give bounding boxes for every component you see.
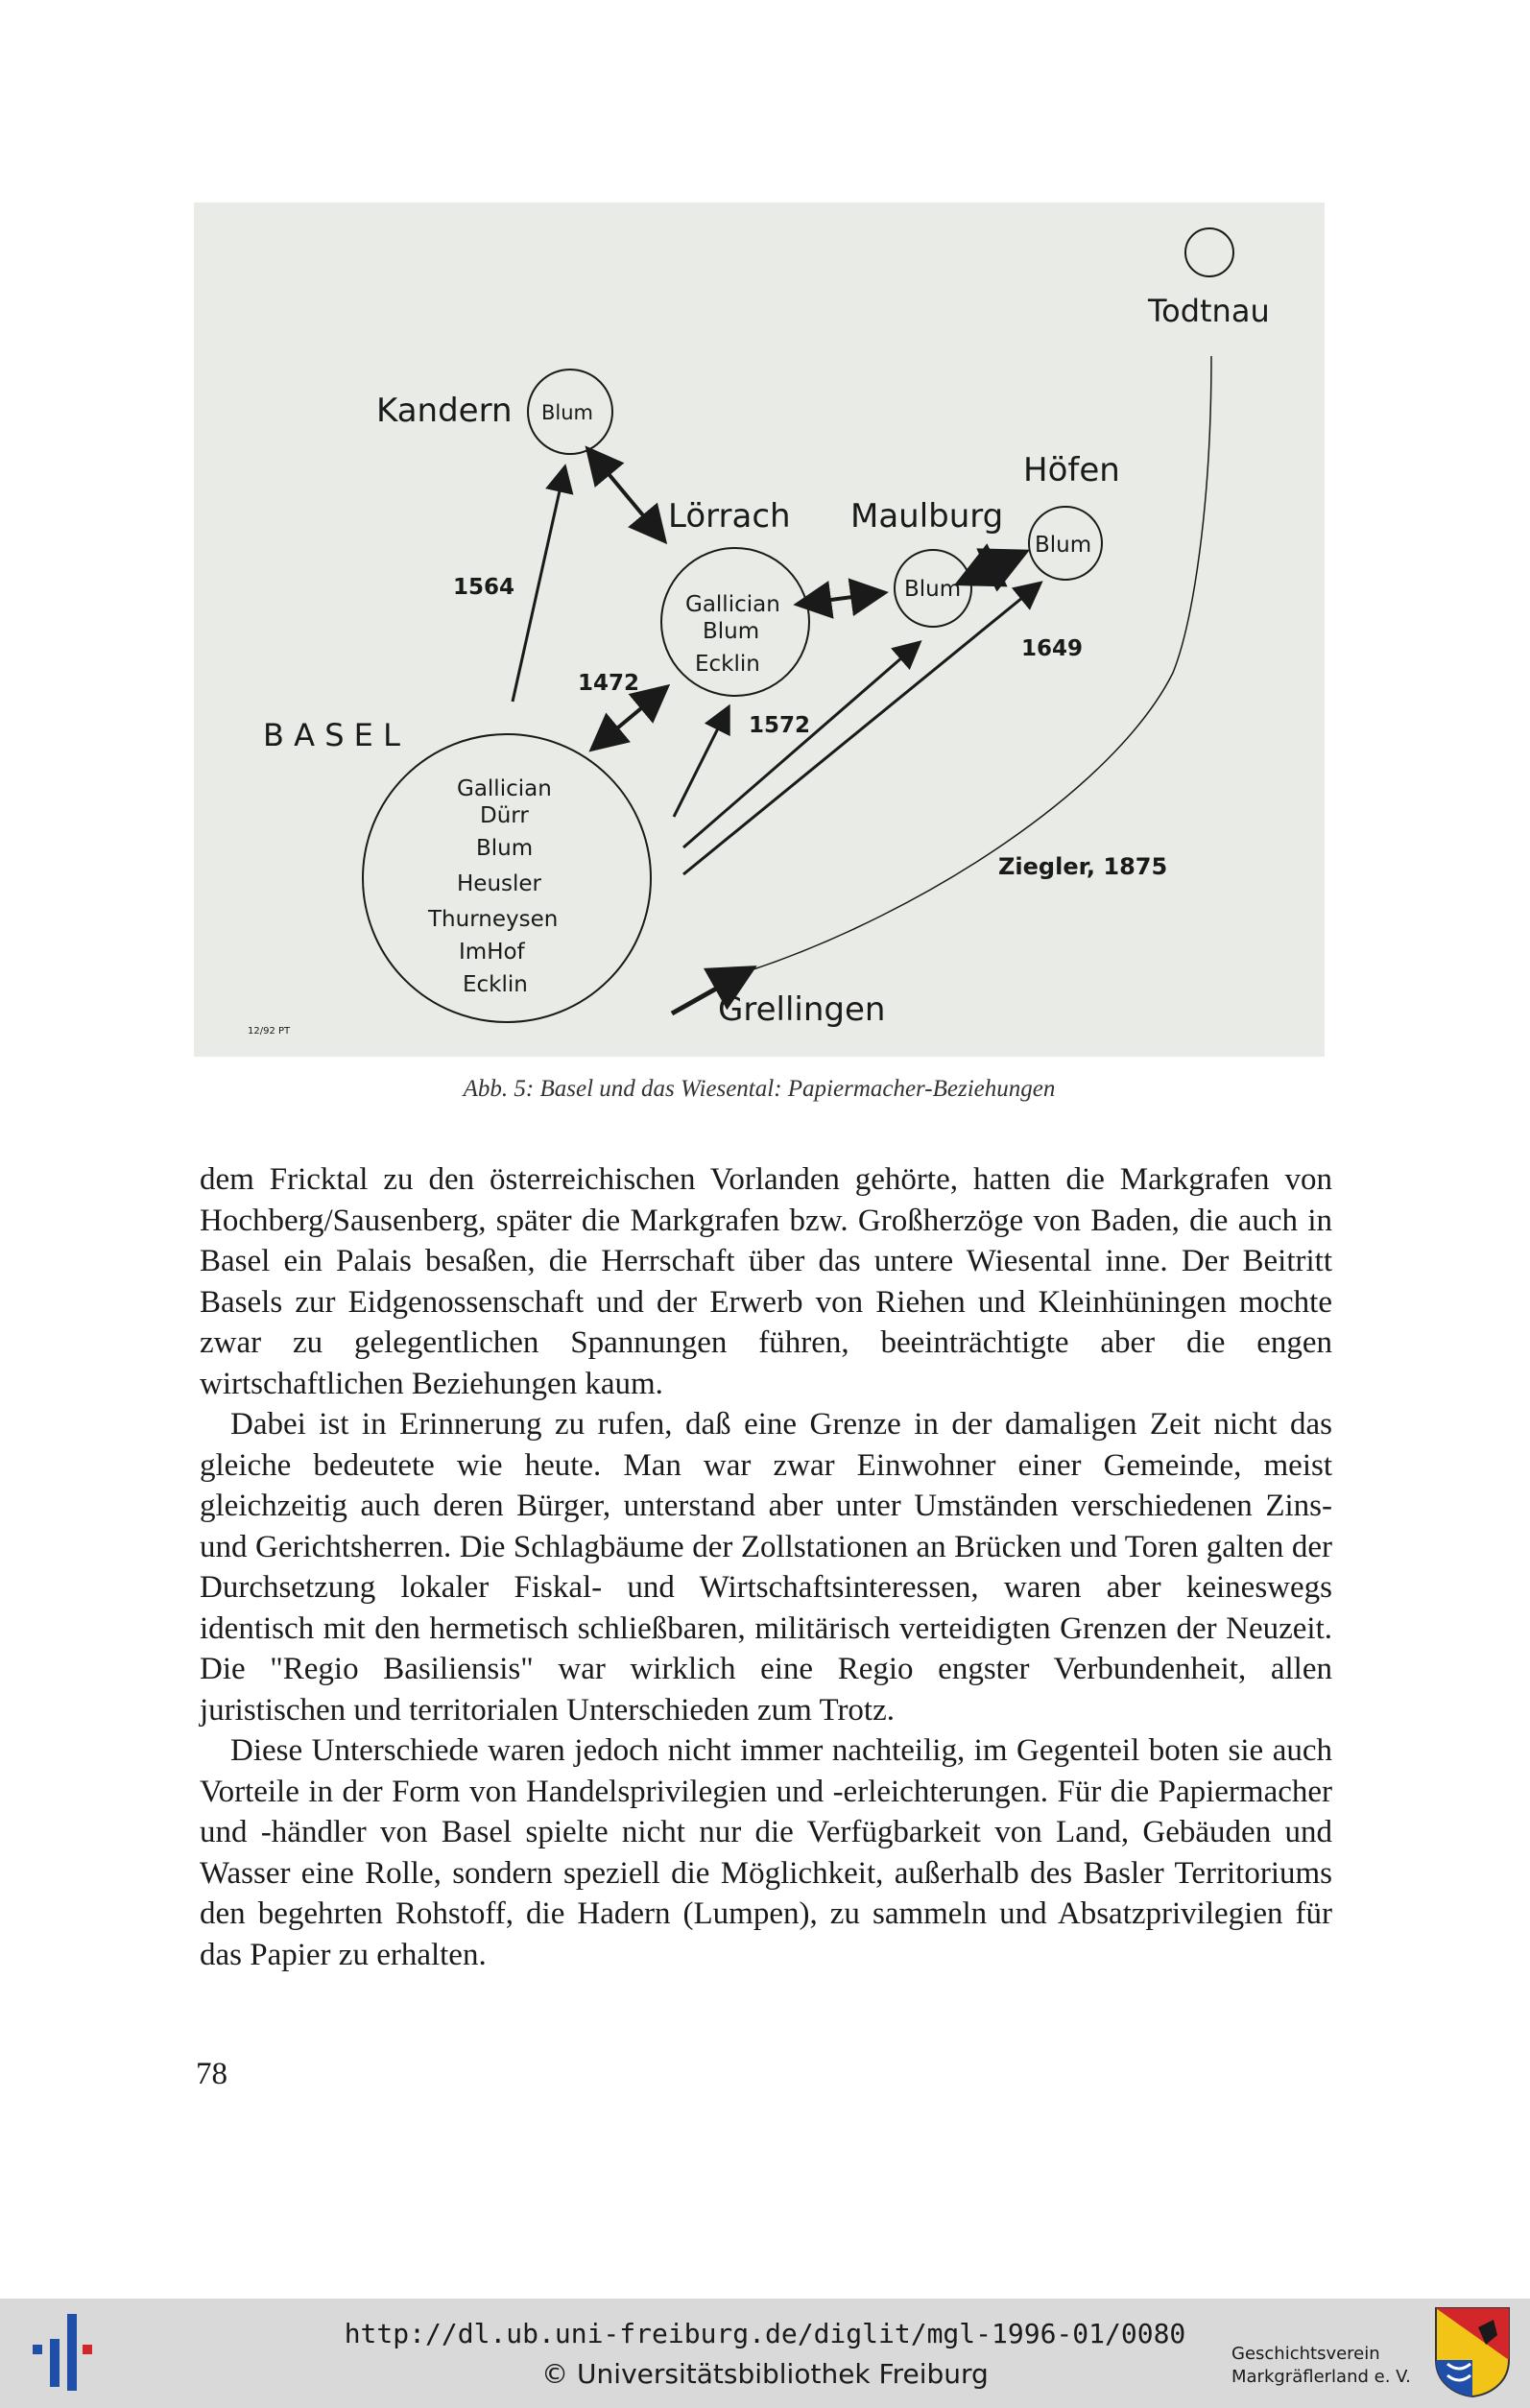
year-1472: 1472 [578, 671, 640, 696]
label-hoefen: Höfen [1023, 451, 1120, 489]
year-1572: 1572 [749, 713, 811, 738]
society-name [1231, 2343, 1411, 2389]
basel-name: ImHof [459, 940, 525, 965]
arrow-loerrach-maulburg [824, 593, 881, 601]
paragraph: Diese Unterschiede waren jedoch nicht immer nachteilig, im Gegenteil boten sie auch Vorteile in der Form von Handelsprivilegien und -erleichterungen. Für die Papiermacher und -händler von Basel spielte nicht nur die Verfügbarkeit von Land, Gebäuden und Wasser eine Rolle, sondern speziell die Möglichkeit, außerhalb des Basler Territoriums den begehrten Rohstoff, die Hadern (Lumpen), zu sammeln und Absatzprivilegien für das Papier zu erhalten. [200, 1733, 1332, 1972]
label-maulburg: Maulburg [850, 497, 1004, 536]
label-todtnau: Todtnau [1148, 293, 1270, 329]
basel-name: Thurneysen [428, 907, 559, 932]
basel-name: Gallician [457, 776, 552, 801]
label-grellingen: Grellingen [718, 990, 886, 1029]
figure-diagram [194, 203, 1325, 1057]
loerrach-name: Blum [703, 619, 760, 644]
arrow-basel-kandern [513, 469, 564, 702]
basel-name: Heusler [457, 871, 542, 896]
footer-copyright: © Universitätsbibliothek Freiburg [541, 2358, 989, 2390]
footer-url-link[interactable]: http://dl.ub.uni-freiburg.de/diglit/mgl-1996-01/0080 [344, 2318, 1186, 2349]
todtnau-circle [1185, 228, 1233, 276]
label-basel: B A S E L [263, 717, 400, 753]
paragraph: Dabei ist in Erinnerung zu rufen, daß eine Grenze in der damaligen Zeit nicht das gleiche bedeutete wie heute. Man war zwar Einwohner einer Gemeinde, meist gleichzeitig auch deren Bürger, unterstand aber unter Umständen verschiedenen Zins- und Gerichtsherren. Die Schlagbäume der Zollstationen an Brücken und Toren galten der Durchsetzung lokaler Fiskal- und Wirtschaftsinteressen, waren aber keineswegs identisch mit den hermetisch schließbaren, militärisch verteidigten Grenzen der Neuzeit. Die "Regio Basiliensis" war wirklich eine Regio engster Verbundenheit, allen juristischen und territorialen Unterschieden zum Trotz. [200, 1407, 1332, 1728]
society-line: Geschichtsverein [1231, 2344, 1380, 2364]
label-kandern: Kandern [376, 392, 513, 430]
basel-name: Dürr [480, 803, 529, 828]
figure-caption: Abb. 5: Basel und das Wiesental: Papiermacher-Beziehungen [463, 1076, 1056, 1102]
arrow-basel-loerrach-1572 [674, 709, 728, 817]
label-ziegler: Ziegler, 1875 [998, 853, 1168, 880]
label-loerrach: Lörrach [668, 497, 791, 536]
loerrach-name: Gallician [685, 592, 780, 617]
body-text [200, 1159, 1332, 1975]
diagram-svg [194, 203, 1325, 1057]
maulburg-name: Blum [904, 577, 962, 602]
arrow-maulburg-hoefen [989, 554, 1021, 569]
kandern-name: Blum [541, 401, 594, 424]
society-line: Markgräflerland e. V. [1231, 2367, 1411, 2387]
basel-name: Ecklin [463, 972, 528, 997]
year-1564: 1564 [453, 575, 515, 600]
figure-marker: 12/92 PT [248, 1026, 291, 1037]
basel-name: Blum [476, 836, 534, 861]
footer-bar [0, 2299, 1530, 2408]
arrow-kandern-loerrach [605, 469, 662, 538]
crest-icon [1434, 2306, 1511, 2398]
hoefen-name: Blum [1035, 533, 1092, 558]
page-number: 78 [196, 2057, 227, 2091]
paragraph: dem Fricktal zu den österreichischen Vorlanden gehörte, hatten die Markgrafen von Hochberg/Sausenberg, später die Markgrafen bzw. Großherzöge von Baden, die auch in Basel ein Palais besaßen, die Herrschaft über das untere Wiesental inne. Der Beitritt Basels zur Eidgenossenschaft und der Erwerb von Riehen und Kleinhüningen mochte zwar zu gelegentlichen Spannungen führen, beeinträchtigte aber die engen wirtschaftlichen Beziehungen kaum. [200, 1162, 1332, 1401]
loerrach-name: Ecklin [695, 652, 760, 677]
year-1649: 1649 [1021, 636, 1084, 661]
